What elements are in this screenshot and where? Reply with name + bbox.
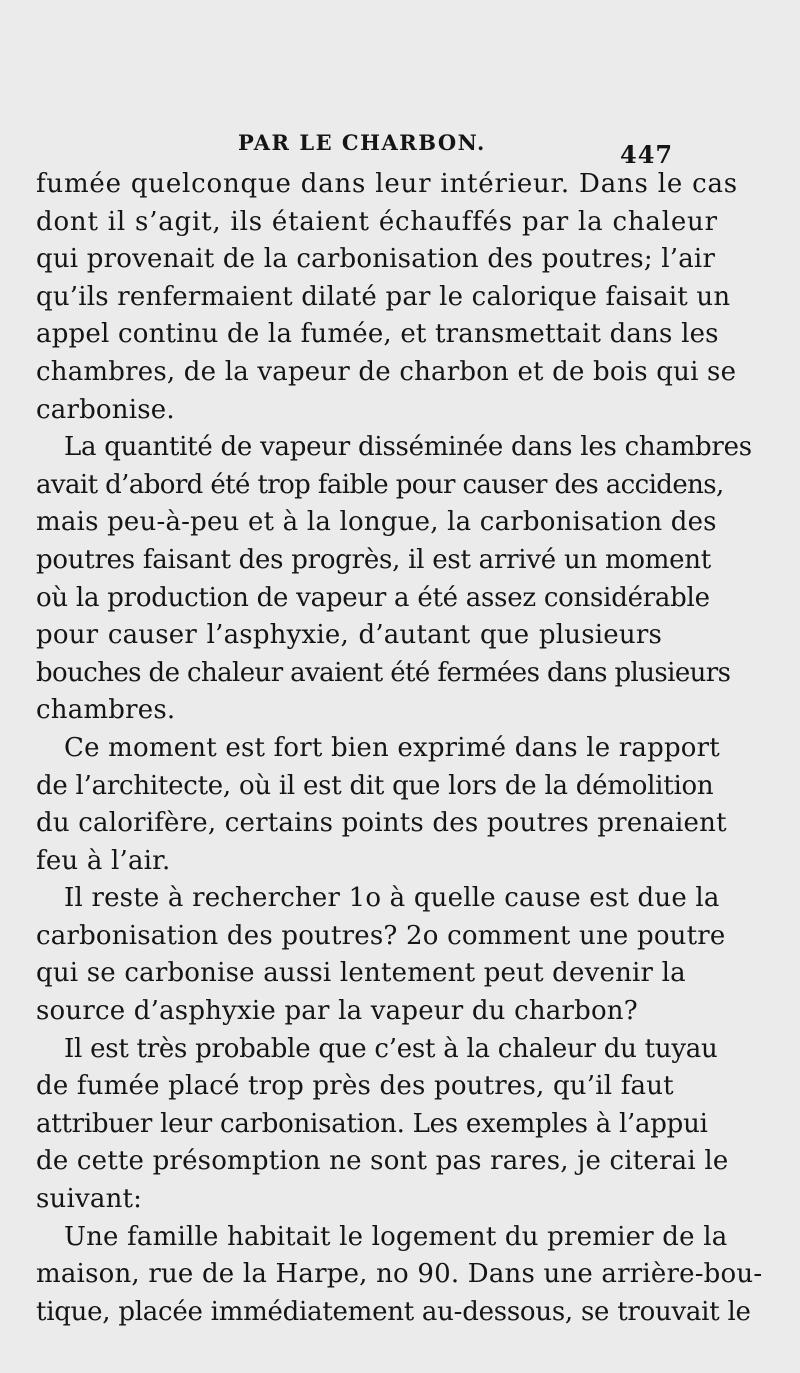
text-line: carbonise. (36, 394, 175, 425)
text-line: feu à l’air. (36, 845, 171, 876)
text-line: qui provenait de la carbonisation des poutres; l’air (36, 244, 716, 275)
text-line: suivant: (36, 1184, 143, 1215)
text-line: du calorifère, certains points des poutres prenaient (36, 808, 727, 839)
text-line: avait d’abord été trop faible pour causer des accidens, (36, 469, 724, 500)
text-line: où la production de vapeur a été assez considérable (36, 582, 710, 613)
text-line: Il est très probable que c’est à la chaleur du tuyau (64, 1033, 718, 1064)
text-line: bouches de chaleur avaient été fermées dans plusieurs (36, 657, 731, 688)
page-number: 447 (620, 140, 674, 169)
text-line: tique, placée immédiatement au-dessous, se trouvait le (36, 1296, 751, 1327)
text-line: appel continu de la fumée, et transmettait dans les (36, 319, 719, 350)
text-line: qui se carbonise aussi lentement peut devenir la (36, 958, 686, 989)
text-line: pour causer l’asphyxie, d’autant que plusieurs (36, 620, 662, 651)
text-line: chambres. (36, 695, 176, 726)
text-line: de l’architecte, où il est dit que lors de la démolition (36, 770, 714, 801)
text-line: fumée quelconque dans leur intérieur. Dans le cas (36, 169, 738, 199)
text-line: de cette présomption ne sont pas rares, je citerai le (36, 1146, 729, 1177)
text-line: La quantité de vapeur disséminée dans les chambres (64, 432, 752, 463)
text-line: de fumée placé trop près des poutres, qu’il faut (36, 1071, 674, 1102)
text-line: Une famille habitait le logement du premier de la (64, 1221, 728, 1252)
text-line: chambres, de la vapeur de charbon et de bois qui se (36, 356, 737, 387)
text-line: mais peu-à-peu et à la longue, la carbonisation des (36, 507, 717, 538)
text-line: Ce moment est fort bien exprimé dans le rapport (64, 732, 720, 763)
page-header (0, 122, 800, 169)
text-line: carbonisation des poutres? 2o comment une poutre (36, 920, 726, 951)
running-head: PAR LE CHARBON. (238, 130, 486, 155)
text-line: attribuer leur carbonisation. Les exemples à l’appui (36, 1108, 708, 1139)
text-line: maison, rue de la Harpe, no 90. Dans une arrière-bou- (36, 1259, 763, 1290)
text-line: poutres faisant des progrès, il est arrivé un moment (36, 544, 711, 575)
text-line: dont il s’agit, ils étaient échauffés par la chaleur (36, 206, 718, 237)
body-text (36, 166, 763, 1331)
text-line: qu’ils renfermaient dilaté par le calorique faisait un (36, 281, 731, 312)
text-line: Il reste à rechercher 1o à quelle cause est due la (64, 883, 720, 914)
text-line: source d’asphyxie par la vapeur du charbon? (36, 996, 638, 1027)
